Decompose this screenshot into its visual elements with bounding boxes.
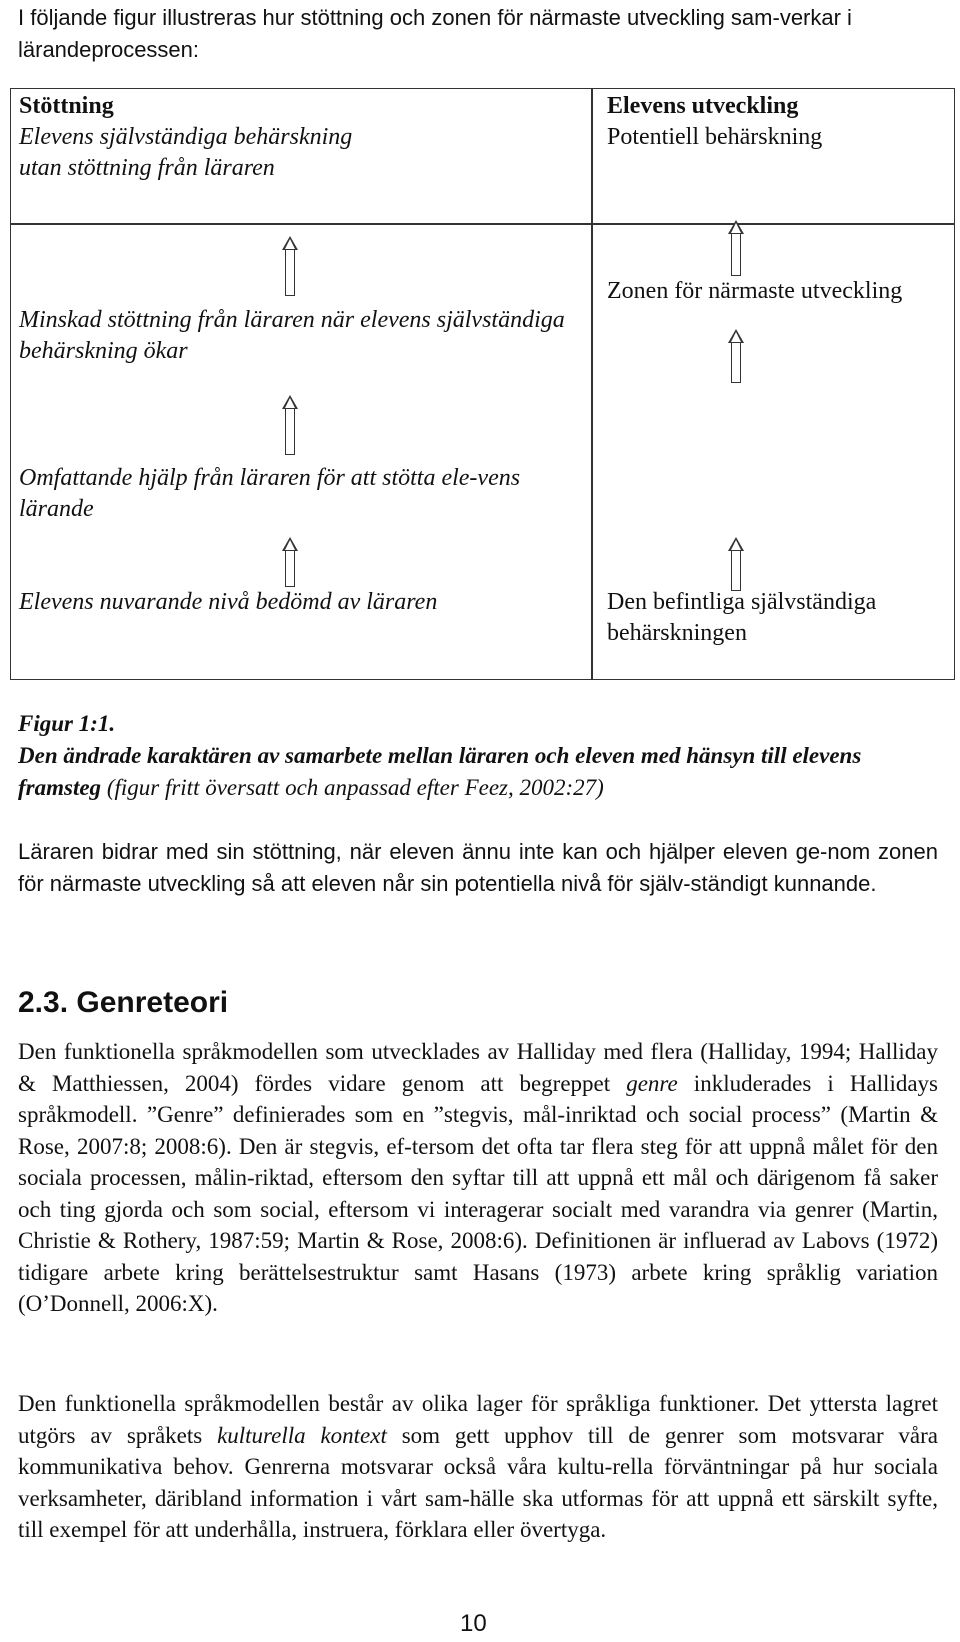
para3-text-after: som gett upphov till de genrer som motsvarar våra kommunikativa behov. Genrerna motsvarar också våra kultu-rella förväntningar på hur sociala verksamheter, däribland information i vårt sam-hälle ska utformas för att uppnå ett särskilt syfte, till exempel för att underhålla, instruera, förklara eller övertyga. <box>18 1422 939 1542</box>
right-row2-text: Den befintliga självständiga behärskningen <box>607 589 877 646</box>
figure-divider-horizontal <box>11 223 954 225</box>
section-heading: 2.3. Genreteori <box>18 986 229 1019</box>
left-row1-text: Minskad stöttning från läraren när elevens självständiga behärskning ökar <box>19 307 565 364</box>
figure-caption <box>18 708 938 804</box>
up-arrow-icon <box>729 537 743 591</box>
para3-text-before: Den funktionella språkmodellen består av olika lager för språkliga funktioner. Det yttersta lagret utgörs av språkets <box>18 1391 938 1448</box>
left-row2-text: Omfattande hjälp från läraren för att stötta ele-vens lärande <box>19 465 521 522</box>
up-arrow-icon <box>283 395 297 455</box>
right-header-title: Elevens utveckling <box>607 93 799 119</box>
right-header-cell <box>607 91 947 153</box>
paragraph-genre-theory <box>18 1036 938 1320</box>
left-header-line2: utan stöttning från läraren <box>19 155 275 181</box>
caption-source: (figur fritt översatt och anpassad efter Feez, 2002:27) <box>101 775 604 800</box>
para2-text-before: Den funktionella språkmodellen som utvecklades av Halliday med flera (Halliday, 1994; Halliday & Matthiessen, 2004) fördes vidare genom att begreppet <box>18 1039 938 1096</box>
scaffolding-figure <box>10 88 955 680</box>
left-header-title: Stöttning <box>19 93 114 119</box>
up-arrow-icon <box>283 236 297 296</box>
right-header-subtitle: Potentiell behärskning <box>607 124 823 150</box>
up-arrow-icon <box>729 329 743 383</box>
left-header-line1: Elevens självständiga behärskning <box>19 124 353 150</box>
para2-italic: genre <box>626 1070 678 1096</box>
left-row3-text: Elevens nuvarande nivå bedömd av läraren <box>19 589 438 615</box>
right-row1-text: Zonen för närmaste utveckling <box>607 278 903 304</box>
figure-divider-vertical <box>591 89 593 679</box>
left-header-cell <box>19 91 579 184</box>
page-number: 10 <box>460 1610 487 1637</box>
paragraph-scaffolding: Läraren bidrar med sin stöttning, när eleven ännu inte kan och hjälper eleven ge-nom zonen för närmaste utveckling så att eleven når sin potentiella nivå för själv-ständigt kunnande. <box>18 839 938 896</box>
up-arrow-icon <box>729 220 743 276</box>
paragraph-language-model <box>18 1388 938 1546</box>
caption-label: Figur 1:1. <box>18 711 116 736</box>
up-arrow-icon <box>283 537 297 587</box>
para2-text-after: inkluderades i Hallidays språkmodell. ”Genre” definierades som en ”stegvis, mål-inriktad och social process” (Martin & Rose, 2007:8; 2008:6). Den är stegvis, ef-tersom det ofta tar flera steg för att uppnå målet för den sociala processen, målin-riktad, eftersom den syftar till att uppnå ett mål och därigenom få saker och ting gjorda och som social, eftersom vi interagerar socialt med varandra via genrer (Martin, Christie & Rothery, 1987:59; Martin & Rose, 2008:6). Definitionen är influerad av Labovs (1972) tidigare arbete kring berättelsestruktur samt Hasans (1973) arbete kring språklig variation (O’Donnell, 2006:X). <box>18 1070 938 1316</box>
intro-text: I följande figur illustreras hur stöttning och zonen för närmaste utveckling sam-verkar i lärandeprocessen: <box>18 5 852 62</box>
caption-title: Den ändrade karaktären av samarbete mellan läraren och eleven med hänsyn till elevens framsteg <box>18 743 862 800</box>
para3-italic: kulturella kontext <box>217 1422 387 1448</box>
